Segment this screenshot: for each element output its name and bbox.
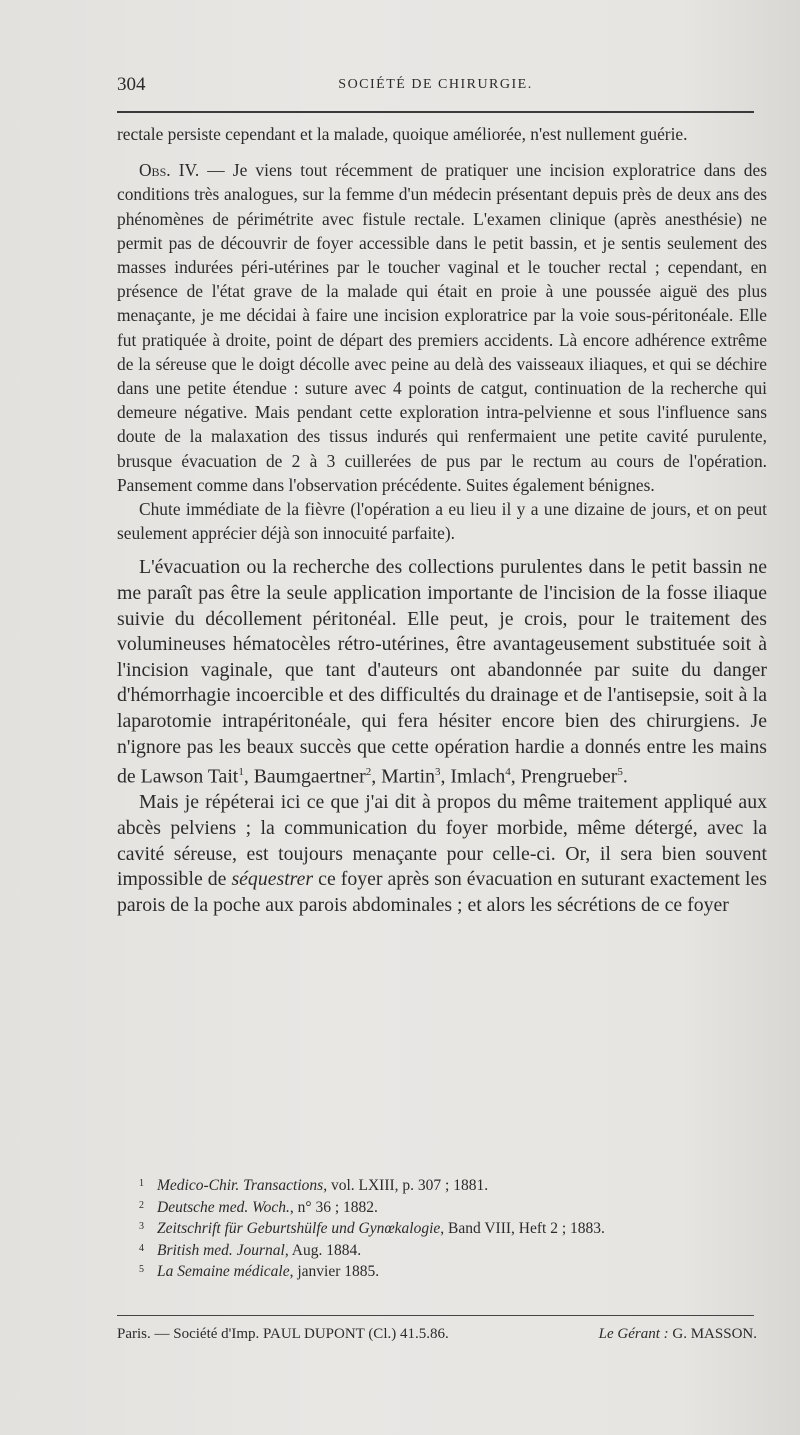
gerant-line bbox=[599, 1326, 757, 1343]
footnote-title: Deutsche med. Woch. bbox=[157, 1198, 290, 1216]
emphasis-sequestrer: séquestrer bbox=[231, 868, 314, 891]
footnote-number: 1 bbox=[139, 1178, 144, 1189]
abces-text-a: Mais je répéterai ici ce que j'ai dit à propos du même traitement appliqué aux abcès pelviens ; la communication du foyer morbide, même détergé, avec la cavité séreuse, est toujours menaçante pour celle-ci. Or, il sera bien souvent impossible de bbox=[117, 791, 767, 891]
paragraph-abces bbox=[117, 790, 767, 918]
author-baumgaertner: , Baumgaertner bbox=[243, 765, 366, 788]
author-martin: , Martin bbox=[371, 765, 435, 788]
abces-text-b: ce foyer après son évacuation en suturant exactement les parois de la poche aux parois abdominales ; et alors les sécrétions de ce foyer bbox=[117, 868, 767, 916]
footnote-details: , n° 36 ; 1882. bbox=[289, 1198, 378, 1216]
footnote bbox=[117, 1175, 767, 1197]
discussion-text: L'évacuation ou la recherche des collections purulentes dans le petit bassin ne me paraît pas être la seule application importante de l'incision de la fosse iliaque suivie du décollement péritonéal. Elle peut, je crois, pour le traitement des volumineuses hématocèles rétro-utérines, être avantageusement substituée soit à l'incision vaginale, que tant d'auteurs ont abandonnée par suite du danger d'hémorrhagie incoercible et des difficultés du drainage et de l'antisepsie, soit à la laparotomie intrapéritonéale, qui fera hésiter encore bien des chirurgiens. Je n'ignore pas les beaux succès que cette opération hardie a donnés entre les mains de Lawson Tait bbox=[117, 556, 767, 788]
paragraph-fever: Chute immédiate de la fièvre (l'opération a eu lieu il y a une dizaine de jours, et on peut seulement apprécier déjà son innocuité parfaite). bbox=[117, 499, 767, 544]
author-prengrueber: , Prengrueber bbox=[510, 765, 618, 788]
footnote-details: , Aug. 1884. bbox=[284, 1241, 362, 1259]
footnote-ref: 3 bbox=[434, 766, 441, 779]
header-rule bbox=[117, 111, 754, 113]
footnote-ref: 5 bbox=[617, 766, 623, 779]
body-text bbox=[117, 122, 767, 918]
footnote-details: , janvier 1885. bbox=[289, 1263, 380, 1280]
page-number: 304 bbox=[117, 74, 146, 95]
footnote bbox=[117, 1197, 767, 1219]
footnote bbox=[117, 1240, 767, 1262]
footnote-ref: 2 bbox=[365, 766, 372, 779]
author-imlach: , Imlach bbox=[440, 765, 506, 788]
footnote-number: 3 bbox=[139, 1221, 144, 1232]
footnote-title: Medico-Chir. Transactions bbox=[157, 1177, 324, 1194]
gerant-label: Le Gérant : bbox=[598, 1326, 669, 1342]
discussion-section bbox=[117, 555, 767, 918]
page-header bbox=[117, 74, 754, 98]
footnote-number: 4 bbox=[139, 1242, 144, 1254]
footnote-number: 2 bbox=[139, 1199, 144, 1211]
footnote-title: Zeitschrift für Geburtshülfe und Gynœkalogie bbox=[157, 1220, 441, 1237]
footnotes bbox=[117, 1175, 767, 1283]
paragraph-discussion bbox=[117, 555, 767, 790]
observation-label: Obs. IV. bbox=[139, 160, 200, 181]
footnote bbox=[117, 1218, 767, 1240]
footnote bbox=[117, 1261, 767, 1283]
footnote-number: 5 bbox=[139, 1264, 144, 1275]
gerant-name: G. MASSON. bbox=[668, 1326, 757, 1342]
footnote-details: , Band VIII, Heft 2 ; 1883. bbox=[440, 1220, 605, 1237]
footnote-ref: 1 bbox=[238, 766, 244, 779]
footnote-ref: 4 bbox=[505, 766, 511, 779]
period: . bbox=[622, 765, 628, 788]
observation-section bbox=[117, 122, 767, 545]
footnote-title: British med. Journal bbox=[157, 1241, 285, 1259]
observation-text: — Je viens tout récemment de pratiquer une incision exploratrice dans des conditions très analogues, sur la femme d'un médecin présentant depuis près de deux ans des phénomènes de périmétrite avec fistule rectale. L'examen clinique (après anesthésie) ne permit pas de découvrir de foyer accessible dans le petit bassin, et je sentis seulement des masses indurées péri-utérines par le toucher vaginal et le toucher rectal ; cependant, en présence de l'état grave de la malade qui était en proie à une poussée aiguë des plus menaçante, je me décidai à faire une incision exploratrice par la voie sous-péritonéale. Elle fut pratiquée à droite, point de départ des premiers accidents. Là encore adhérence extrême de la séreuse que le doigt décolle avec peine au delà des vaisseaux iliaques, et qui se déchire dans une petite étendue : suture avec 4 points de catgut, continuation de la recherche qui demeure négative. Mais pendant cette exploration intra-pelvienne et sous l'influence sans doute de la malaxation des tissus indurés qui renfermaient une petite cavité purulente, brusque évacuation de 2 à 3 cuillerées de pus par le rectum au cours de l'opération. Pansement comme dans l'observation précédente. Suites également bénignes. bbox=[117, 160, 767, 495]
paragraph-continuation: rectale persiste cependant et la malade, quoique améliorée, n'est nullement guérie. bbox=[117, 124, 688, 144]
paragraph-observation bbox=[117, 158, 767, 497]
footer-rule bbox=[117, 1315, 754, 1316]
imprint-footer bbox=[117, 1326, 757, 1348]
footnote-title: La Semaine médicale bbox=[157, 1263, 290, 1280]
printer-line: Paris. — Société d'Imp. PAUL DUPONT (Cl.) 41.5.86. bbox=[117, 1326, 449, 1342]
running-title: SOCIÉTÉ DE CHIRURGIE. bbox=[338, 77, 533, 92]
footnote-details: , vol. LXIII, p. 307 ; 1881. bbox=[323, 1177, 489, 1194]
